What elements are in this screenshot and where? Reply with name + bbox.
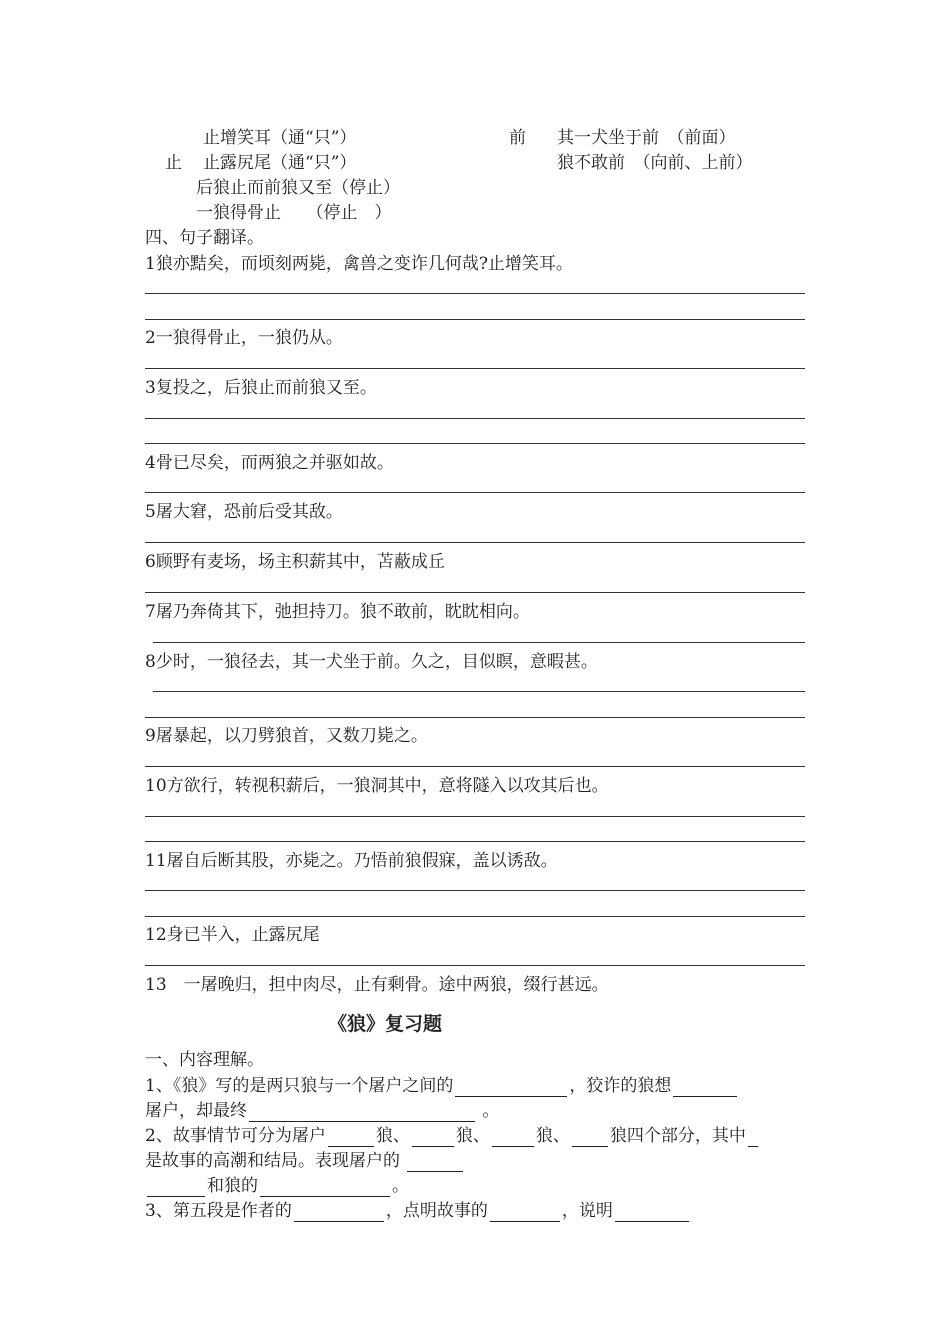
fill-blank[interactable] [412, 1128, 454, 1147]
vocab-zhi-item-2: 止露尻尾（通“只”） [203, 153, 357, 173]
translation-item-4: 4骨已尽矣，而两狼之并驱如故。 [145, 453, 394, 473]
fill-blank[interactable] [615, 1203, 689, 1222]
translation-item-6: 6顾野有麦场，场主积薪其中，苫蔽成丘 [145, 552, 445, 572]
translation-heading: 四、句子翻译。 [145, 228, 264, 248]
fill-blank[interactable] [260, 1178, 390, 1197]
q1-text-a: 1、《狼》写的是两只狼与一个屠户之间的 [145, 1076, 454, 1096]
answer-line[interactable] [145, 916, 805, 917]
vocab-zhi-item-3: 后狼止而前狼又至（停止） [196, 178, 400, 198]
fill-blank[interactable] [673, 1078, 737, 1097]
answer-line[interactable] [145, 319, 805, 320]
vocab-zhi-item-4: 一狼得骨止 （停止 ） [196, 203, 392, 223]
q2-text-f: 是故事的高潮和结局。表现屠户的 [145, 1151, 400, 1171]
translation-item-3: 3复投之，后狼止而前狼又至。 [145, 378, 377, 398]
question-2-line-1 [145, 1125, 760, 1147]
answer-line[interactable] [145, 368, 805, 369]
question-2-line-3 [145, 1175, 409, 1197]
answer-line[interactable] [145, 293, 805, 294]
answer-line[interactable] [145, 592, 805, 593]
q1-text-c: 屠户，却最终 [145, 1101, 247, 1121]
fill-blank[interactable] [407, 1153, 463, 1172]
translation-item-11: 11屠自后断其股，亦毙之。乃悟前狼假寐，盖以诱敌。 [145, 851, 558, 871]
answer-line[interactable] [145, 443, 805, 444]
answer-line[interactable] [145, 766, 805, 767]
fill-blank[interactable] [294, 1203, 384, 1222]
q3-text-a: 3、第五段是作者的 [145, 1201, 292, 1221]
q2-text-a: 2、故事情节可分为屠户 [145, 1126, 326, 1146]
q2-text-e: 狼四个部分，其中 [609, 1126, 746, 1146]
translation-item-2: 2一狼得骨止，一狼仍从。 [145, 328, 343, 348]
vocab-zhi-item-1: 止增笑耳（通“只”） [203, 128, 357, 148]
fill-blank[interactable] [490, 1203, 560, 1222]
answer-line[interactable] [145, 841, 805, 842]
translation-item-13: 13 一屠晚归，担中肉尽，止有剩骨。途中两狼，缀行甚远。 [145, 975, 609, 995]
q3-text-c: ，说明 [561, 1201, 613, 1221]
answer-line[interactable] [145, 890, 805, 891]
translation-item-7: 7屠乃奔倚其下，弛担持刀。狼不敢前，眈眈相向。 [145, 602, 530, 622]
question-2-line-2 [145, 1150, 465, 1172]
vocab-qian-item-2: 狼不敢前 （向前、上前） [557, 153, 753, 173]
q2-text-c: 狼、 [455, 1126, 490, 1146]
fill-blank[interactable] [249, 1103, 475, 1122]
vocab-zhi-head: 止 [165, 153, 182, 173]
review-heading: 一、内容理解。 [145, 1050, 264, 1070]
answer-line[interactable] [145, 717, 805, 718]
fill-blank[interactable] [328, 1128, 374, 1147]
answer-line[interactable] [145, 965, 805, 966]
answer-line[interactable] [145, 492, 805, 493]
translation-item-8: 8少时，一狼径去，其一犬坐于前。久之，目似瞑，意暇甚。 [145, 652, 598, 672]
vocab-qian-head: 前 [509, 128, 526, 148]
question-1-line-1 [145, 1075, 739, 1097]
fill-blank[interactable] [572, 1128, 608, 1147]
fill-blank[interactable] [492, 1128, 534, 1147]
fill-blank[interactable] [147, 1178, 205, 1197]
q1-text-b: ，狡诈的狼想 [569, 1076, 672, 1096]
q3-text-b: ，点明故事的 [385, 1201, 488, 1221]
review-title: 《狼》复习题 [328, 1013, 443, 1035]
answer-line[interactable] [145, 418, 805, 419]
fill-blank[interactable] [748, 1128, 758, 1147]
q2-text-g: 和狼的 [207, 1176, 258, 1196]
translation-item-5: 5屠大窘，恐前后受其敌。 [145, 502, 343, 522]
translation-item-10: 10方欲行，转视积薪后，一狼洞其中，意将隧入以攻其后也。 [145, 776, 609, 796]
translation-item-1: 1狼亦黠矣，而顷刻两毙，禽兽之变诈几何哉?止增笑耳。 [145, 254, 573, 274]
translation-item-12: 12身已半入，止露尻尾 [145, 925, 320, 945]
q2-text-h: 。 [392, 1176, 409, 1196]
translation-item-9: 9屠暴起，以刀劈狼首，又数刀毙之。 [145, 726, 428, 746]
q2-text-b: 狼、 [375, 1126, 410, 1146]
question-3-line-1 [145, 1200, 691, 1222]
answer-line[interactable] [145, 542, 805, 543]
answer-line[interactable] [153, 691, 805, 692]
q1-text-d: 。 [482, 1101, 500, 1121]
answer-line[interactable] [153, 642, 805, 643]
answer-line[interactable] [145, 816, 805, 817]
fill-blank[interactable] [455, 1078, 567, 1097]
vocab-qian-item-1: 其一犬坐于前 （前面） [557, 128, 736, 148]
q2-text-d: 狼、 [535, 1126, 570, 1146]
question-1-line-2 [145, 1100, 499, 1122]
